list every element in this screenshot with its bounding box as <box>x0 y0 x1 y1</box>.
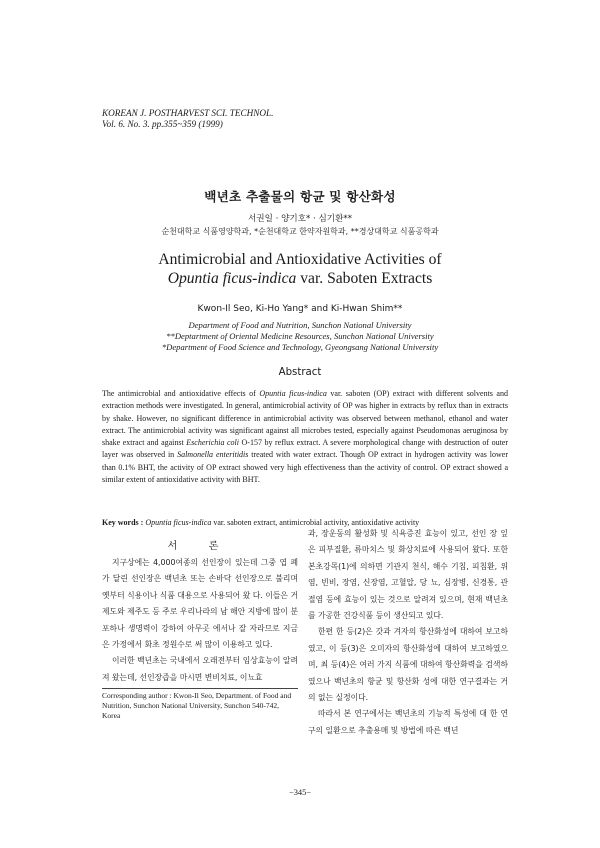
department-2: **Deptartment of Oriental Medicine Resources, Sunchon National University <box>166 331 434 341</box>
abstract-heading: Abstract <box>278 367 322 378</box>
section-heading-introduction: 서 론 <box>167 541 233 552</box>
paragraph: 이러한 백년초는 국내에서 오래전부터 임상효능이 알려져 왔는데, 선인장즙을 마시면 변비치료, 이뇨효 <box>102 656 298 682</box>
english-title-line1: Antimicrobial and Antioxidative Activities of <box>158 251 442 268</box>
abstract-italic-3: Salmonella enteritidis <box>177 450 249 460</box>
korean-affiliations: 순천대학교 식품영양학과, *순천대학교 한약자원학과, **경상대학교 식품공학과 <box>161 227 439 236</box>
abstract-text-3: O-157 by reflux extract. A severe morphological change with destruction of outer layer was observed in <box>102 438 509 460</box>
journal-name: KOREAN J. POSTHARVEST SCI. TECHNOL. <box>102 108 274 118</box>
english-title-line2 <box>0 269 600 288</box>
korean-authors: 서권일 · 양기호* · 심기환** <box>248 214 352 224</box>
corresponding-author: Corresponding author : Kwon-Il Seo, Department. of Food and Nutrition, Sunchon National University, Sunchon 540-742, Korea <box>102 691 292 720</box>
abstract-italic-2: Escherichia coli <box>186 438 239 448</box>
keywords-italic: Opuntia ficus-indica <box>145 518 212 527</box>
abstract-italic-1: Opuntia ficus-indica <box>259 389 327 398</box>
abstract-text-1: The antimicrobial and antioxidative effects of <box>102 389 260 398</box>
right-column <box>308 526 508 739</box>
species-name: Opuntia ficus-indica <box>167 270 297 287</box>
english-authors: Kwon-Il Seo, Ki-Ho Yang* and Ki-Hwan Shim** <box>197 304 403 314</box>
department-3: *Department of Food Science and Technology, Gyeongsang National University <box>161 342 439 352</box>
journal-volume: Vol. 6. No. 3. pp.355~359 (1999) <box>102 119 223 129</box>
abstract-text-2: var. saboten (OP) extract with different solvents and extraction methods were investigated. In general, antimicrobial activity of OP was higher in extracts by reflux than in extracts by shake. However, no significant difference in antimicrobial activity was observed between methanol, ethanol and water extract. The antimicrobial activity was significant against all microbes tested, especially against Pseudomonas aeruginosa by shake extract and against <box>102 389 508 448</box>
left-column <box>102 555 298 686</box>
paragraph: 과, 장운동의 활성화 및 식욕증진 효능이 있고, 선인 장 잎은 피부질환, 류마치스 및 화상치료에 사용되어 왔다. 또한 본초강목(1)에 의하면 기관지 천식, 해수 기침, 피침환, 위염, 빈비, 장염, 신장염, 고혈압, 당 뇨, 심장병, 신경통, 관절염 등에 효능이 있는 것으로 알려져 있으며, 현재 백년초를 가공한 건강식품 등이 생산되고 있다. <box>308 529 508 621</box>
journal-header <box>102 108 273 130</box>
footnote-rule <box>102 688 298 689</box>
keywords-label: Key words : <box>102 518 146 527</box>
abstract-body <box>102 388 508 486</box>
paragraph: 한편 한 등(2)은 갓과 겨자의 항산화성에 대하여 보고하였고, 이 등(3)은 오미자의 항산화성에 대하여 보고하였으며, 최 등(4)은 여러 가지 식품에 대하여 항산화력을 검색하였으나 백년초의 항균 및 항산화 성에 대한 연구결과는 거의 없는 실정이다. <box>308 627 508 703</box>
english-title-line2-rest: var. Saboten Extracts <box>296 270 433 287</box>
paragraph: 지구상에는 4,000여종의 선인장이 있는데 그중 엽 폐가 달린 선인장은 백년초 또는 손바닥 선인장으로 불리며 옛부터 식용이나 식품 대용으로 사용되어 왔 다. 이들은 거제도와 제주도 등 주로 우리나라의 남 해안 지방에 많이 분포하나 생명력이 강하여 아무곳 에서나 잘 자라므로 지금은 가정에서 화초 정원수로 써 많이 이용하고 있다. <box>102 558 298 650</box>
page-number: −345− <box>288 788 311 797</box>
abstract-text-4: treated with water extract. Though OP extract in hydrogen activity was lower than 0.1% BHT, the activity of OP extract showed very high effectiveness than the activity of control. OP extract showed a similar extent of antioxidative activity with BHT. <box>102 450 509 485</box>
keywords-rest: var. saboten extract, antimicrobial activity, antioxidative activity <box>211 518 420 527</box>
korean-title: 백년초 추출물의 항균 및 항산화성 <box>204 189 396 204</box>
english-title <box>0 250 600 288</box>
department-1: Department of Food and Nutrition, Sunchon National University <box>188 320 412 330</box>
paragraph: 따라서 본 연구에서는 백년초의 기능적 특성에 대 한 연구의 일환으로 추출용매 및 방법에 따른 백년 <box>308 709 508 735</box>
